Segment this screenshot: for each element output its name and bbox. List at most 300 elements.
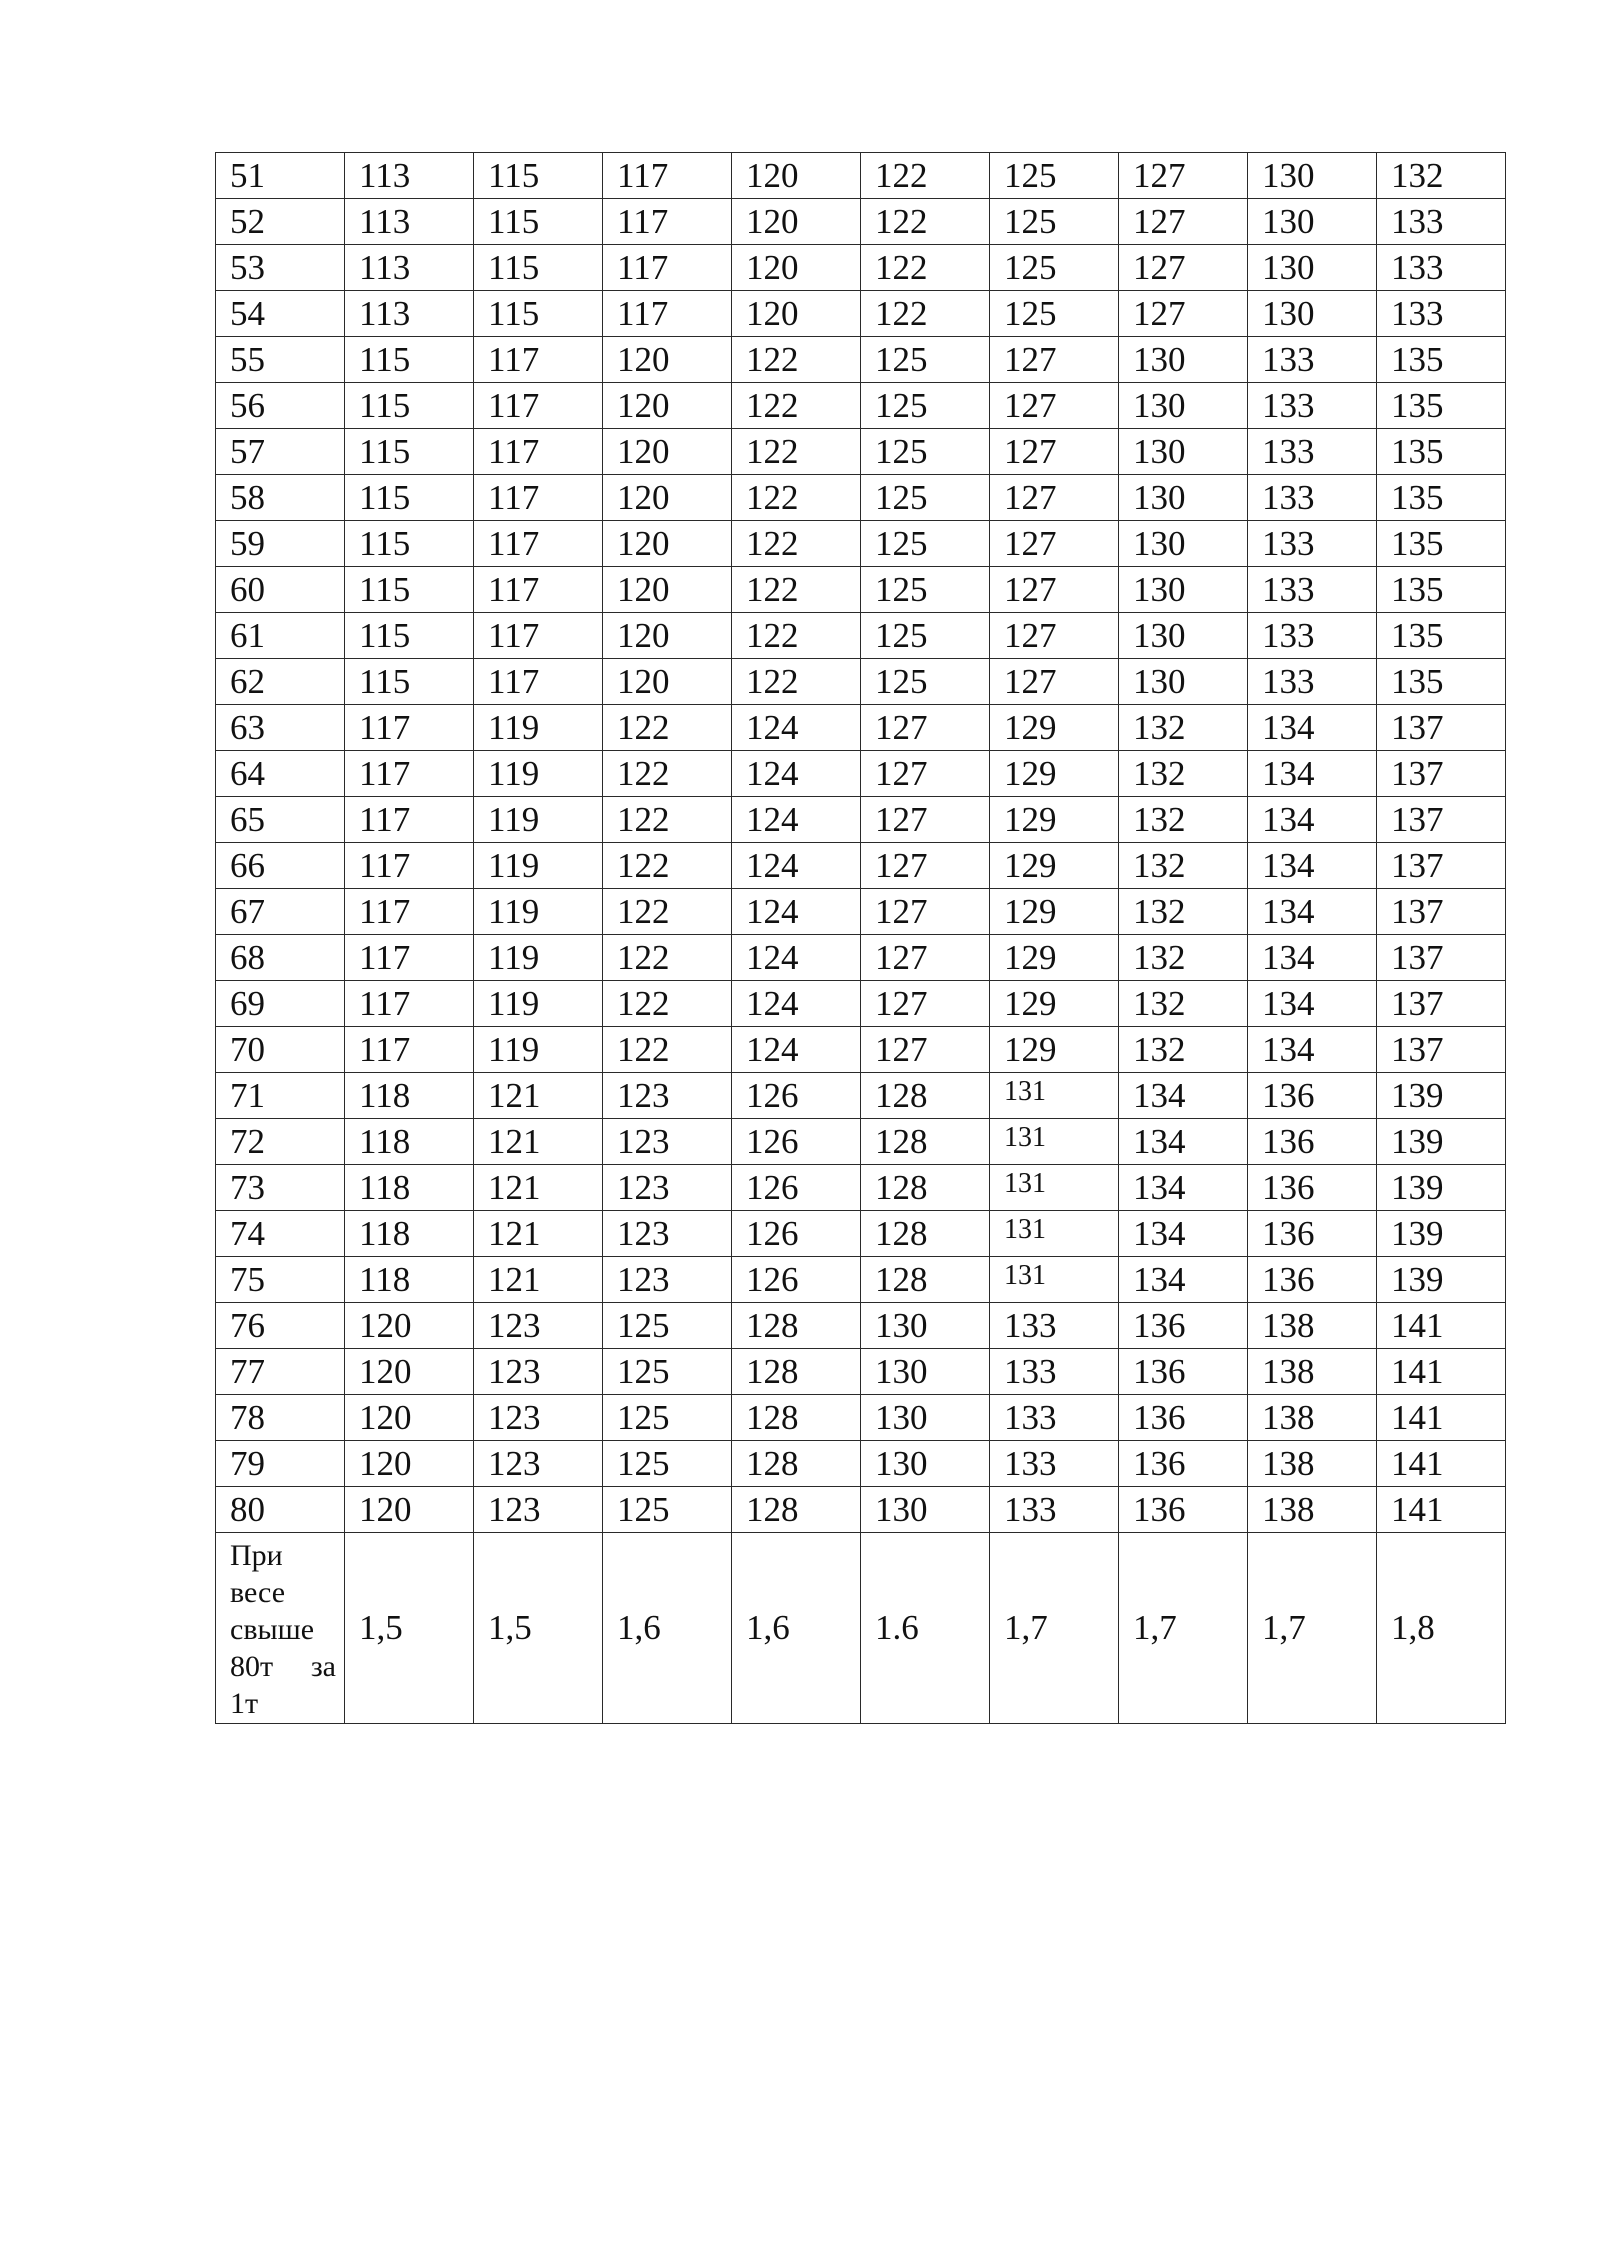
value-cell: 130 (1119, 659, 1248, 705)
value-cell: 128 (861, 1257, 990, 1303)
value-cell: 120 (732, 245, 861, 291)
value-cell: 120 (603, 613, 732, 659)
weight-cell: 53 (216, 245, 345, 291)
value-cell: 115 (345, 429, 474, 475)
value-cell: 120 (345, 1303, 474, 1349)
weight-cell: 58 (216, 475, 345, 521)
value-cell: 119 (474, 797, 603, 843)
value-cell: 135 (1377, 659, 1506, 705)
value-cell: 132 (1119, 981, 1248, 1027)
value-cell: 141 (1377, 1303, 1506, 1349)
value-cell: 127 (1119, 245, 1248, 291)
table-row (216, 1119, 1506, 1165)
value-cell: 117 (345, 981, 474, 1027)
value-cell: 115 (345, 567, 474, 613)
weight-cell: 77 (216, 1349, 345, 1395)
value-cell: 137 (1377, 889, 1506, 935)
value-cell: 134 (1119, 1257, 1248, 1303)
value-cell: 130 (1119, 613, 1248, 659)
weight-cell: 65 (216, 797, 345, 843)
value-cell: 125 (861, 521, 990, 567)
value-cell: 130 (1248, 245, 1377, 291)
value-cell: 117 (474, 429, 603, 475)
value-cell: 124 (732, 797, 861, 843)
footer-value-cell: 1,6 (603, 1533, 732, 1724)
weight-cell: 75 (216, 1257, 345, 1303)
value-cell: 134 (1248, 751, 1377, 797)
value-cell: 119 (474, 1027, 603, 1073)
value-cell: 120 (345, 1441, 474, 1487)
value-cell: 124 (732, 751, 861, 797)
value-cell: 120 (603, 659, 732, 705)
value-cell: 138 (1248, 1349, 1377, 1395)
footer-value-cell: 1,6 (732, 1533, 861, 1724)
value-cell: 136 (1119, 1395, 1248, 1441)
value-cell: 132 (1119, 705, 1248, 751)
value-cell: 137 (1377, 751, 1506, 797)
value-cell: 123 (603, 1257, 732, 1303)
value-cell: 137 (1377, 797, 1506, 843)
value-cell: 134 (1119, 1119, 1248, 1165)
value-cell: 117 (603, 291, 732, 337)
value-cell: 130 (1119, 383, 1248, 429)
value-cell: 133 (990, 1349, 1119, 1395)
weight-cell: 79 (216, 1441, 345, 1487)
value-cell: 120 (603, 429, 732, 475)
value-cell: 119 (474, 935, 603, 981)
value-cell: 117 (474, 659, 603, 705)
rate-table (215, 152, 1506, 1724)
value-cell: 123 (603, 1165, 732, 1211)
value-cell: 127 (861, 1027, 990, 1073)
value-cell: 121 (474, 1073, 603, 1119)
value-cell: 129 (990, 797, 1119, 843)
footer-value-cell: 1,5 (345, 1533, 474, 1724)
value-cell: 137 (1377, 843, 1506, 889)
value-cell: 133 (1248, 613, 1377, 659)
value-cell: 122 (861, 291, 990, 337)
value-cell: 115 (474, 291, 603, 337)
table-row (216, 337, 1506, 383)
value-cell: 117 (345, 751, 474, 797)
value-cell: 118 (345, 1165, 474, 1211)
value-cell: 120 (732, 291, 861, 337)
weight-cell: 73 (216, 1165, 345, 1211)
value-cell: 126 (732, 1119, 861, 1165)
footer-label-part: за (310, 1650, 336, 1683)
value-cell: 123 (603, 1073, 732, 1119)
value-cell: 128 (861, 1211, 990, 1257)
footer-value-cell: 1,7 (1119, 1533, 1248, 1724)
weight-cell: 51 (216, 153, 345, 199)
table-row (216, 291, 1506, 337)
footer-value-cell: 1,7 (1248, 1533, 1377, 1724)
value-cell: 130 (1248, 291, 1377, 337)
table-row (216, 1257, 1506, 1303)
value-cell: 128 (732, 1349, 861, 1395)
value-cell: 123 (603, 1211, 732, 1257)
value-cell: 127 (861, 843, 990, 889)
weight-cell: 70 (216, 1027, 345, 1073)
value-cell: 113 (345, 245, 474, 291)
value-cell: 122 (732, 613, 861, 659)
value-cell: 126 (732, 1073, 861, 1119)
value-cell: 124 (732, 1027, 861, 1073)
value-cell: 122 (603, 705, 732, 751)
value-cell: 136 (1248, 1165, 1377, 1211)
value-cell: 128 (732, 1487, 861, 1533)
value-cell: 123 (474, 1487, 603, 1533)
value-cell: 122 (603, 889, 732, 935)
value-cell: 139 (1377, 1165, 1506, 1211)
value-cell: 137 (1377, 935, 1506, 981)
table-row (216, 521, 1506, 567)
value-cell: 115 (345, 659, 474, 705)
value-cell: 120 (603, 567, 732, 613)
value-cell: 134 (1248, 981, 1377, 1027)
value-cell: 134 (1248, 843, 1377, 889)
value-cell: 130 (1119, 475, 1248, 521)
value-cell: 129 (990, 751, 1119, 797)
weight-cell: 55 (216, 337, 345, 383)
value-cell: 120 (603, 337, 732, 383)
value-cell: 125 (603, 1441, 732, 1487)
value-cell: 131 (990, 1211, 1119, 1257)
value-cell: 129 (990, 1027, 1119, 1073)
value-cell: 134 (1248, 889, 1377, 935)
value-cell: 117 (474, 567, 603, 613)
value-cell: 117 (603, 245, 732, 291)
value-cell: 125 (990, 291, 1119, 337)
footer-value-cell: 1.6 (861, 1533, 990, 1724)
value-cell: 115 (345, 475, 474, 521)
value-cell: 135 (1377, 567, 1506, 613)
value-cell: 131 (990, 1257, 1119, 1303)
value-cell: 132 (1119, 843, 1248, 889)
table-row (216, 1165, 1506, 1211)
value-cell: 136 (1119, 1303, 1248, 1349)
value-cell: 127 (861, 981, 990, 1027)
value-cell: 127 (1119, 199, 1248, 245)
weight-cell: 78 (216, 1395, 345, 1441)
value-cell: 133 (1377, 291, 1506, 337)
value-cell: 119 (474, 705, 603, 751)
weight-cell: 63 (216, 705, 345, 751)
table-row (216, 1027, 1506, 1073)
value-cell: 117 (345, 843, 474, 889)
value-cell: 117 (474, 521, 603, 567)
table-row (216, 843, 1506, 889)
value-cell: 130 (1119, 521, 1248, 567)
footer-value-cell: 1,5 (474, 1533, 603, 1724)
value-cell: 133 (990, 1441, 1119, 1487)
value-cell: 131 (990, 1073, 1119, 1119)
value-cell: 134 (1119, 1211, 1248, 1257)
value-cell: 136 (1248, 1073, 1377, 1119)
table-row (216, 935, 1506, 981)
value-cell: 120 (603, 521, 732, 567)
table-row (216, 429, 1506, 475)
footer-label-line: При (230, 1539, 283, 1572)
value-cell: 133 (1248, 659, 1377, 705)
weight-cell: 54 (216, 291, 345, 337)
value-cell: 117 (345, 1027, 474, 1073)
value-cell: 135 (1377, 613, 1506, 659)
weight-cell: 60 (216, 567, 345, 613)
value-cell: 133 (990, 1303, 1119, 1349)
table-row (216, 383, 1506, 429)
value-cell: 129 (990, 843, 1119, 889)
value-cell: 120 (732, 153, 861, 199)
table-footer-row (216, 1533, 1506, 1724)
value-cell: 122 (603, 751, 732, 797)
value-cell: 128 (732, 1303, 861, 1349)
value-cell: 122 (732, 337, 861, 383)
value-cell: 121 (474, 1257, 603, 1303)
value-cell: 119 (474, 889, 603, 935)
weight-cell: 67 (216, 889, 345, 935)
footer-value-cell: 1,7 (990, 1533, 1119, 1724)
value-cell: 133 (990, 1487, 1119, 1533)
weight-cell: 80 (216, 1487, 345, 1533)
value-cell: 126 (732, 1165, 861, 1211)
value-cell: 127 (861, 797, 990, 843)
value-cell: 117 (474, 383, 603, 429)
table-row (216, 705, 1506, 751)
value-cell: 122 (732, 383, 861, 429)
value-cell: 137 (1377, 705, 1506, 751)
value-cell: 138 (1248, 1395, 1377, 1441)
value-cell: 127 (990, 383, 1119, 429)
value-cell: 133 (1248, 383, 1377, 429)
value-cell: 130 (1248, 199, 1377, 245)
value-cell: 132 (1119, 889, 1248, 935)
value-cell: 127 (990, 429, 1119, 475)
value-cell: 129 (990, 889, 1119, 935)
value-cell: 115 (345, 337, 474, 383)
value-cell: 132 (1377, 153, 1506, 199)
value-cell: 134 (1119, 1073, 1248, 1119)
value-cell: 137 (1377, 981, 1506, 1027)
value-cell: 134 (1248, 705, 1377, 751)
value-cell: 139 (1377, 1211, 1506, 1257)
value-cell: 131 (990, 1119, 1119, 1165)
value-cell: 133 (990, 1395, 1119, 1441)
value-cell: 113 (345, 291, 474, 337)
table-row (216, 153, 1506, 199)
value-cell: 118 (345, 1257, 474, 1303)
value-cell: 125 (861, 429, 990, 475)
value-cell: 120 (732, 199, 861, 245)
table-row (216, 199, 1506, 245)
value-cell: 117 (603, 153, 732, 199)
weight-cell: 74 (216, 1211, 345, 1257)
value-cell: 122 (861, 245, 990, 291)
weight-cell: 66 (216, 843, 345, 889)
value-cell: 136 (1248, 1257, 1377, 1303)
value-cell: 130 (1119, 337, 1248, 383)
value-cell: 135 (1377, 429, 1506, 475)
value-cell: 133 (1248, 337, 1377, 383)
value-cell: 117 (603, 199, 732, 245)
table-row (216, 613, 1506, 659)
value-cell: 130 (861, 1395, 990, 1441)
value-cell: 126 (732, 1257, 861, 1303)
table-row (216, 751, 1506, 797)
value-cell: 139 (1377, 1073, 1506, 1119)
value-cell: 127 (990, 475, 1119, 521)
value-cell: 132 (1119, 935, 1248, 981)
value-cell: 138 (1248, 1441, 1377, 1487)
table-row (216, 1487, 1506, 1533)
value-cell: 118 (345, 1119, 474, 1165)
value-cell: 136 (1119, 1349, 1248, 1395)
table-row (216, 1349, 1506, 1395)
value-cell: 135 (1377, 383, 1506, 429)
value-cell: 127 (861, 889, 990, 935)
weight-cell: 64 (216, 751, 345, 797)
value-cell: 124 (732, 705, 861, 751)
table-row (216, 797, 1506, 843)
value-cell: 133 (1248, 429, 1377, 475)
footer-label-part: 80т (230, 1650, 274, 1683)
table-row (216, 1073, 1506, 1119)
value-cell: 115 (474, 199, 603, 245)
value-cell: 115 (345, 521, 474, 567)
value-cell: 124 (732, 981, 861, 1027)
value-cell: 123 (474, 1441, 603, 1487)
value-cell: 132 (1119, 751, 1248, 797)
value-cell: 137 (1377, 1027, 1506, 1073)
value-cell: 134 (1248, 1027, 1377, 1073)
value-cell: 136 (1248, 1119, 1377, 1165)
value-cell: 120 (345, 1487, 474, 1533)
value-cell: 113 (345, 199, 474, 245)
value-cell: 117 (345, 705, 474, 751)
value-cell: 122 (732, 521, 861, 567)
value-cell: 117 (345, 797, 474, 843)
value-cell: 125 (861, 337, 990, 383)
value-cell: 141 (1377, 1487, 1506, 1533)
value-cell: 119 (474, 843, 603, 889)
value-cell: 129 (990, 705, 1119, 751)
table-row (216, 1211, 1506, 1257)
value-cell: 127 (861, 705, 990, 751)
value-cell: 133 (1377, 199, 1506, 245)
value-cell: 133 (1248, 567, 1377, 613)
value-cell: 125 (861, 383, 990, 429)
value-cell: 136 (1119, 1441, 1248, 1487)
value-cell: 130 (1119, 429, 1248, 475)
footer-label-line (230, 1648, 336, 1685)
value-cell: 126 (732, 1211, 861, 1257)
value-cell: 134 (1119, 1165, 1248, 1211)
value-cell: 128 (861, 1073, 990, 1119)
footer-label-line: свыше (230, 1613, 315, 1646)
value-cell: 127 (990, 337, 1119, 383)
value-cell: 135 (1377, 475, 1506, 521)
value-cell: 119 (474, 751, 603, 797)
value-cell: 127 (861, 751, 990, 797)
value-cell: 132 (1119, 1027, 1248, 1073)
value-cell: 119 (474, 981, 603, 1027)
weight-cell: 56 (216, 383, 345, 429)
value-cell: 130 (861, 1441, 990, 1487)
footer-label-cell (216, 1533, 345, 1724)
value-cell: 130 (1119, 567, 1248, 613)
value-cell: 113 (345, 153, 474, 199)
value-cell: 120 (345, 1395, 474, 1441)
value-cell: 129 (990, 981, 1119, 1027)
value-cell: 125 (603, 1395, 732, 1441)
value-cell: 128 (861, 1165, 990, 1211)
value-cell: 117 (474, 613, 603, 659)
value-cell: 124 (732, 843, 861, 889)
value-cell: 136 (1248, 1211, 1377, 1257)
value-cell: 117 (345, 935, 474, 981)
value-cell: 125 (990, 245, 1119, 291)
footer-label-line: весе (230, 1576, 286, 1609)
value-cell: 125 (603, 1487, 732, 1533)
value-cell: 125 (603, 1349, 732, 1395)
value-cell: 115 (345, 383, 474, 429)
rate-table-body (216, 153, 1506, 1724)
value-cell: 123 (474, 1303, 603, 1349)
value-cell: 120 (603, 383, 732, 429)
value-cell: 130 (861, 1303, 990, 1349)
value-cell: 120 (603, 475, 732, 521)
value-cell: 127 (1119, 153, 1248, 199)
value-cell: 115 (474, 245, 603, 291)
weight-cell: 72 (216, 1119, 345, 1165)
table-row (216, 567, 1506, 613)
value-cell: 127 (990, 659, 1119, 705)
value-cell: 128 (861, 1119, 990, 1165)
value-cell: 123 (603, 1119, 732, 1165)
value-cell: 124 (732, 889, 861, 935)
weight-cell: 62 (216, 659, 345, 705)
table-row (216, 1441, 1506, 1487)
weight-cell: 57 (216, 429, 345, 475)
value-cell: 115 (474, 153, 603, 199)
value-cell: 135 (1377, 521, 1506, 567)
value-cell: 118 (345, 1073, 474, 1119)
value-cell: 125 (861, 475, 990, 521)
value-cell: 122 (603, 981, 732, 1027)
weight-cell: 76 (216, 1303, 345, 1349)
value-cell: 125 (861, 659, 990, 705)
value-cell: 133 (1248, 521, 1377, 567)
value-cell: 139 (1377, 1257, 1506, 1303)
value-cell: 122 (732, 475, 861, 521)
weight-cell: 52 (216, 199, 345, 245)
weight-cell: 68 (216, 935, 345, 981)
value-cell: 130 (861, 1349, 990, 1395)
value-cell: 127 (1119, 291, 1248, 337)
value-cell: 121 (474, 1165, 603, 1211)
value-cell: 122 (732, 429, 861, 475)
value-cell: 130 (861, 1487, 990, 1533)
value-cell: 132 (1119, 797, 1248, 843)
value-cell: 127 (990, 521, 1119, 567)
value-cell: 129 (990, 935, 1119, 981)
weight-cell: 59 (216, 521, 345, 567)
value-cell: 120 (345, 1349, 474, 1395)
value-cell: 134 (1248, 797, 1377, 843)
value-cell: 122 (603, 797, 732, 843)
value-cell: 122 (603, 1027, 732, 1073)
value-cell: 128 (732, 1441, 861, 1487)
